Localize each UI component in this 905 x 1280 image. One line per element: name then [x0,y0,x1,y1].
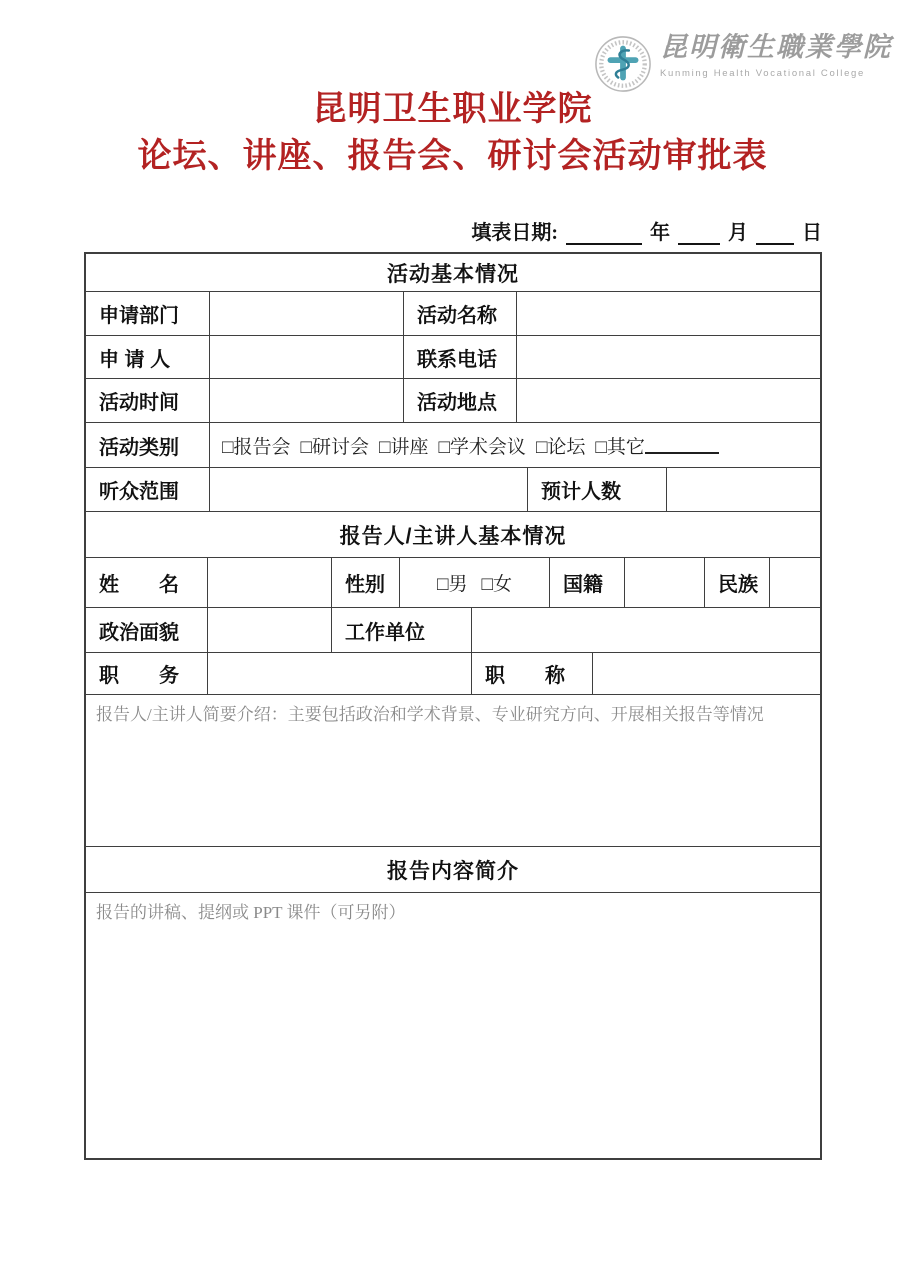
field-position[interactable] [208,653,472,694]
section-content-title: 报告内容简介 [387,859,519,883]
label-activity-time: 活动时间 [86,379,210,422]
field-phone[interactable] [517,336,820,378]
field-gender [400,558,550,607]
field-ethnicity[interactable] [770,558,820,607]
form-title-line2: 论坛、讲座、报告会、研讨会活动审批表 [137,138,768,175]
label-work-unit: 工作单位 [332,608,472,652]
field-activity-name[interactable] [517,292,820,335]
label-nationality: 国籍 [550,558,625,607]
label-ethnicity: 民族 [705,558,770,607]
date-day-unit: 日 [802,222,822,244]
table-row [86,608,820,653]
field-report-content[interactable] [86,893,820,1158]
checkbox-seminar[interactable]: □研讨会 [300,436,369,458]
fill-date-label: 填表日期: [471,222,558,244]
field-nationality[interactable] [625,558,705,607]
checkbox-other[interactable]: □其它 [595,436,645,458]
label-phone: 联系电话 [404,336,517,378]
label-activity-place: 活动地点 [404,379,517,422]
section-speaker-title: 报告人/主讲人基本情况 [339,524,567,548]
label-audience: 听众范围 [86,468,210,511]
date-day-blank[interactable] [756,223,794,245]
checkbox-forum[interactable]: □论坛 [535,436,586,458]
label-name: 姓 名 [86,558,208,607]
label-position: 职 务 [86,653,208,694]
table-row [86,653,820,695]
field-work-unit[interactable] [472,608,820,652]
section-content-header-row [86,847,820,893]
report-content-row [86,893,820,1158]
label-activity-name: 活动名称 [404,292,517,335]
table-row [86,468,820,512]
college-logo [594,27,892,93]
table-row [86,558,820,608]
college-seal-icon [594,35,652,93]
college-name-calligraphy: 昆明衛生職業學院 [660,32,892,62]
label-expected-count: 预计人数 [528,468,667,511]
checkbox-male[interactable]: □男 [437,574,468,595]
table-row [86,336,820,379]
fill-date-line [84,216,822,245]
date-year-blank[interactable] [566,223,642,245]
field-name[interactable] [208,558,332,607]
field-political-status[interactable] [208,608,332,652]
table-row [86,292,820,336]
field-prof-title[interactable] [593,653,820,694]
field-applicant[interactable] [210,336,404,378]
section-activity-header-row [86,254,820,292]
field-speaker-intro[interactable] [86,695,820,846]
date-month-blank[interactable] [678,223,720,245]
approval-form-table [84,252,822,1160]
form-title [0,86,905,180]
label-political-status: 政治面貌 [86,608,208,652]
field-expected-count[interactable] [667,468,820,511]
checkbox-report-meeting[interactable]: □报告会 [222,436,291,458]
date-month-unit: 月 [728,222,748,244]
checkbox-academic-conference[interactable]: □学术会议 [438,436,526,458]
college-name-english: Kunming Health Vocational College [660,68,866,79]
field-activity-type [210,423,820,467]
other-type-blank[interactable] [645,436,719,454]
form-title-line1: 昆明卫生职业学院 [312,91,593,128]
section-activity-title: 活动基本情况 [387,262,519,286]
speaker-intro-hint: 报告人/主讲人简要介绍：主要包括政治和学术背景、专业研究方向、开展相关报告等情况 [96,705,764,724]
label-activity-type: 活动类别 [86,423,210,467]
field-activity-place[interactable] [517,379,820,422]
table-row [86,379,820,423]
report-content-hint: 报告的讲稿、提纲或 PPT 课件（可另附） [96,903,406,922]
field-activity-time[interactable] [210,379,404,422]
table-row [86,423,820,468]
field-audience[interactable] [210,468,528,511]
speaker-intro-row [86,695,820,847]
label-applicant: 申 请 人 [86,336,210,378]
label-apply-dept: 申请部门 [86,292,210,335]
field-apply-dept[interactable] [210,292,404,335]
checkbox-lecture[interactable]: □讲座 [378,436,429,458]
label-prof-title: 职 称 [472,653,593,694]
date-year-unit: 年 [650,222,670,244]
checkbox-female[interactable]: □女 [481,574,512,595]
label-gender: 性别 [332,558,400,607]
section-speaker-header-row [86,512,820,558]
